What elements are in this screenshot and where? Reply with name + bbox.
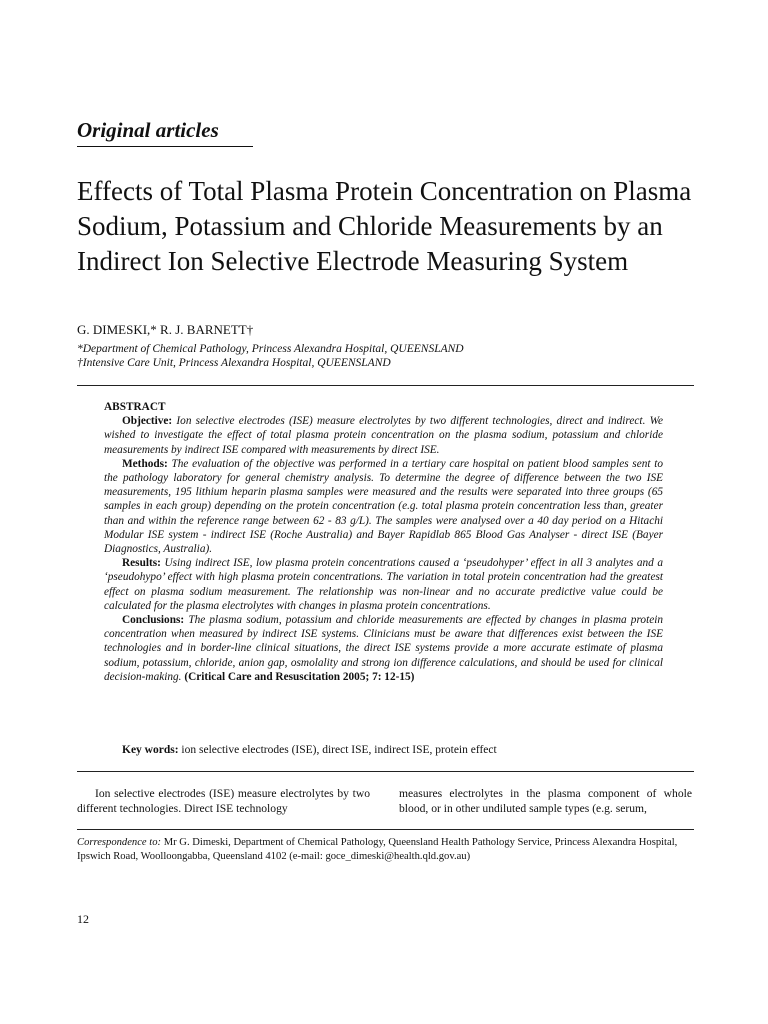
citation: (Critical Care and Resuscitation 2005; 7: 12-15) [184,670,415,683]
methods-label: Methods: [122,457,168,470]
keywords-text: ion selective electrodes (ISE), direct ISE, indirect ISE, protein effect [181,744,497,756]
body-text-left: Ion selective electrodes (ISE) measure electrolytes by two different technologies. Direct ISE technology [77,787,370,815]
abstract [104,400,663,684]
keywords [122,744,497,756]
conclusions-label: Conclusions: [122,614,185,627]
keywords-label: Key words: [122,744,179,756]
divider-footnote [77,829,694,830]
methods-text: The evaluation of the objective was performed in a tertiary care hospital on patient blood samples sent to the pathology laboratory for general chemistry analysis. To determine the degree of difference between the two ISE measurements, 195 lithium heparin plasma samples were measured and the results were separated into three groups (65 samples in each group) depending on the protein concentration (e.g. total plasma protein concentration less than, greater than and within the reference range between 62 - 83 g/L). The samples were analysed over a 40 day period on a Hitachi Modular ISE system - indirect ISE (Roche Australia) and Bayer Rapidlab 865 Blood Gas Analyser - direct ISE (Bayer Diagnostics, Australia). [104,457,663,556]
correspondence [77,836,694,864]
authors: G. DIMESKI,* R. J. BARNETT† [77,322,254,337]
conclusions-text: The plasma sodium, potassium and chloride measurements are effected by changes in plasma protein concentration when measured by indirect ISE systems. Clinicians must be aware that differences exist between the ISE technologies and in border-line clinical situations, the direct ISE systems provide a more accurate estimate of plasma sodium, potassium, chloride, anion gap, osmolality and strong ion difference calculations, and should be used for clinical decision-making. [104,614,664,683]
affiliation-1: *Department of Chemical Pathology, Princess Alexandra Hospital, QUEENSLAND [77,343,464,355]
affiliation-2: †Intensive Care Unit, Princess Alexandra Hospital, QUEENSLAND [77,357,391,369]
body-column-left [77,786,370,816]
section-label: Original articles [77,118,219,142]
results-label: Results: [122,557,161,570]
body-column-right [399,786,692,816]
abstract-methods [104,457,663,556]
abstract-heading: ABSTRACT [104,401,166,413]
results-text: Using indirect ISE, low plasma protein concentrations caused a ‘pseudohyper’ effect in all 3 analytes and a ‘pseudohypo’ effect with high plasma protein concentrations. The variation in total protein concentration had the greatest effect on plasma sodium measurement. The relationship was non-linear and no accurate predictive value could be calculated for the plasma electrolytes with changes in plasma protein concentrations. [104,557,664,612]
correspondence-text: Mr G. Dimeski, Department of Chemical Pathology, Queensland Health Pathology Service, Princess Alexandra Hospital, Ipswich Road, Woolloongabba, Queensland 4102 (e-mail: goce_dimeski@health.qld.gov.au) [77,837,678,862]
article-title: Effects of Total Plasma Protein Concentration on Plasma Sodium, Potassium and Chloride Measurements by an Indirect Ion Selective Electrode Measuring System [77,176,692,276]
abstract-results [104,556,663,613]
correspondence-label: Correspondence to: [77,837,162,848]
abstract-objective [104,414,663,457]
divider-middle [77,771,694,772]
page-number: 12 [77,912,89,926]
objective-label: Objective: [122,415,173,428]
body-text-right: measures electrolytes in the plasma component of whole blood, or in other undiluted sample types (e.g. serum, [399,787,692,815]
abstract-conclusions [104,613,663,684]
divider-top [77,385,694,386]
objective-text: Ion selective electrodes (ISE) measure electrolytes by two different technologies, direct and indirect. We wished to investigate the effect of total plasma protein concentration on the plasma sodium, potassium and chloride measurements by indirect ISE compared with measurements by direct ISE. [104,415,663,456]
section-underline [77,146,253,147]
